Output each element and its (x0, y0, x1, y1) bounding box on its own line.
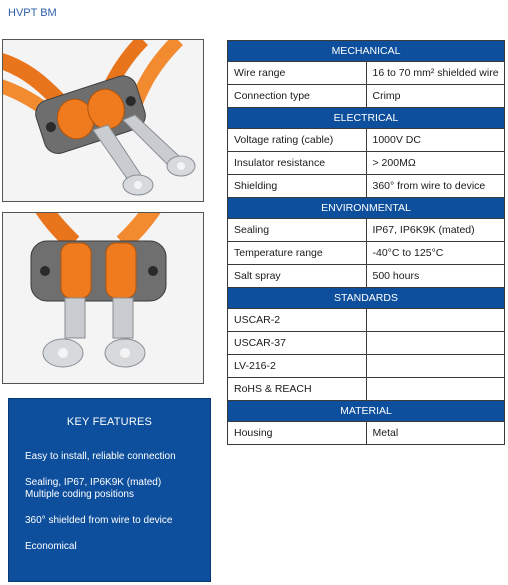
spec-label: Voltage rating (cable) (228, 129, 367, 152)
spec-label: Wire range (228, 62, 367, 85)
spec-value (366, 332, 505, 355)
spec-value: 16 to 70 mm² shielded wire (366, 62, 505, 85)
section-header-material (228, 401, 505, 422)
table-row (228, 219, 505, 242)
feature-item (25, 477, 210, 501)
page-title: HVPT BM (8, 7, 57, 19)
feature-item (25, 451, 210, 463)
spec-label: Salt spray (228, 265, 367, 288)
feature-item (25, 541, 210, 553)
feature-text: 360° shielded from wire to device (25, 515, 173, 526)
spec-value: IP67, IP6K9K (mated) (366, 219, 505, 242)
spec-value: 1000V DC (366, 129, 505, 152)
spec-label: Insulator resistance (228, 152, 367, 175)
spec-label: LV-216-2 (228, 355, 367, 378)
feature-text: Easy to install, reliable connection (25, 451, 176, 462)
spec-value (366, 309, 505, 332)
spec-table (227, 40, 505, 445)
spec-label: Shielding (228, 175, 367, 198)
section-header-standards (228, 288, 505, 309)
spec-label: Connection type (228, 85, 367, 108)
connector-photo-front (2, 212, 204, 384)
table-row (228, 265, 505, 288)
spec-value (366, 355, 505, 378)
table-row (228, 175, 505, 198)
table-row (228, 129, 505, 152)
section-title: ELECTRICAL (228, 108, 505, 129)
spec-value: > 200MΩ (366, 152, 505, 175)
section-title: ENVIRONMENTAL (228, 198, 505, 219)
spec-label: USCAR-2 (228, 309, 367, 332)
table-row (228, 332, 505, 355)
table-row (228, 309, 505, 332)
feature-text: Sealing, IP67, IP6K9K (mated) (25, 477, 162, 488)
feature-text: Economical (25, 541, 77, 552)
section-header-environmental (228, 198, 505, 219)
spec-value: Metal (366, 422, 505, 445)
key-features-heading: KEY FEATURES (66, 416, 153, 428)
spec-value: -40°C to 125°C (366, 242, 505, 265)
section-title: MECHANICAL (228, 41, 505, 62)
table-row (228, 422, 505, 445)
spec-label: RoHS & REACH (228, 378, 367, 401)
feature-item (25, 515, 210, 527)
spec-value (366, 378, 505, 401)
spec-value: 360° from wire to device (366, 175, 505, 198)
section-title: STANDARDS (228, 288, 505, 309)
connector-photo-angled (2, 39, 204, 202)
table-row (228, 242, 505, 265)
table-row (228, 62, 505, 85)
table-row (228, 85, 505, 108)
spec-label: Housing (228, 422, 367, 445)
spec-label: Sealing (228, 219, 367, 242)
table-row (228, 378, 505, 401)
key-features-list (9, 451, 210, 553)
spec-label: USCAR-37 (228, 332, 367, 355)
key-features-panel (8, 398, 211, 582)
table-row (228, 152, 505, 175)
section-header-mechanical (228, 41, 505, 62)
section-title: MATERIAL (228, 401, 505, 422)
table-row (228, 355, 505, 378)
spec-value: 500 hours (366, 265, 505, 288)
spec-label: Temperature range (228, 242, 367, 265)
feature-text: Multiple coding positions (25, 489, 134, 500)
spec-value: Crimp (366, 85, 505, 108)
section-header-electrical (228, 108, 505, 129)
